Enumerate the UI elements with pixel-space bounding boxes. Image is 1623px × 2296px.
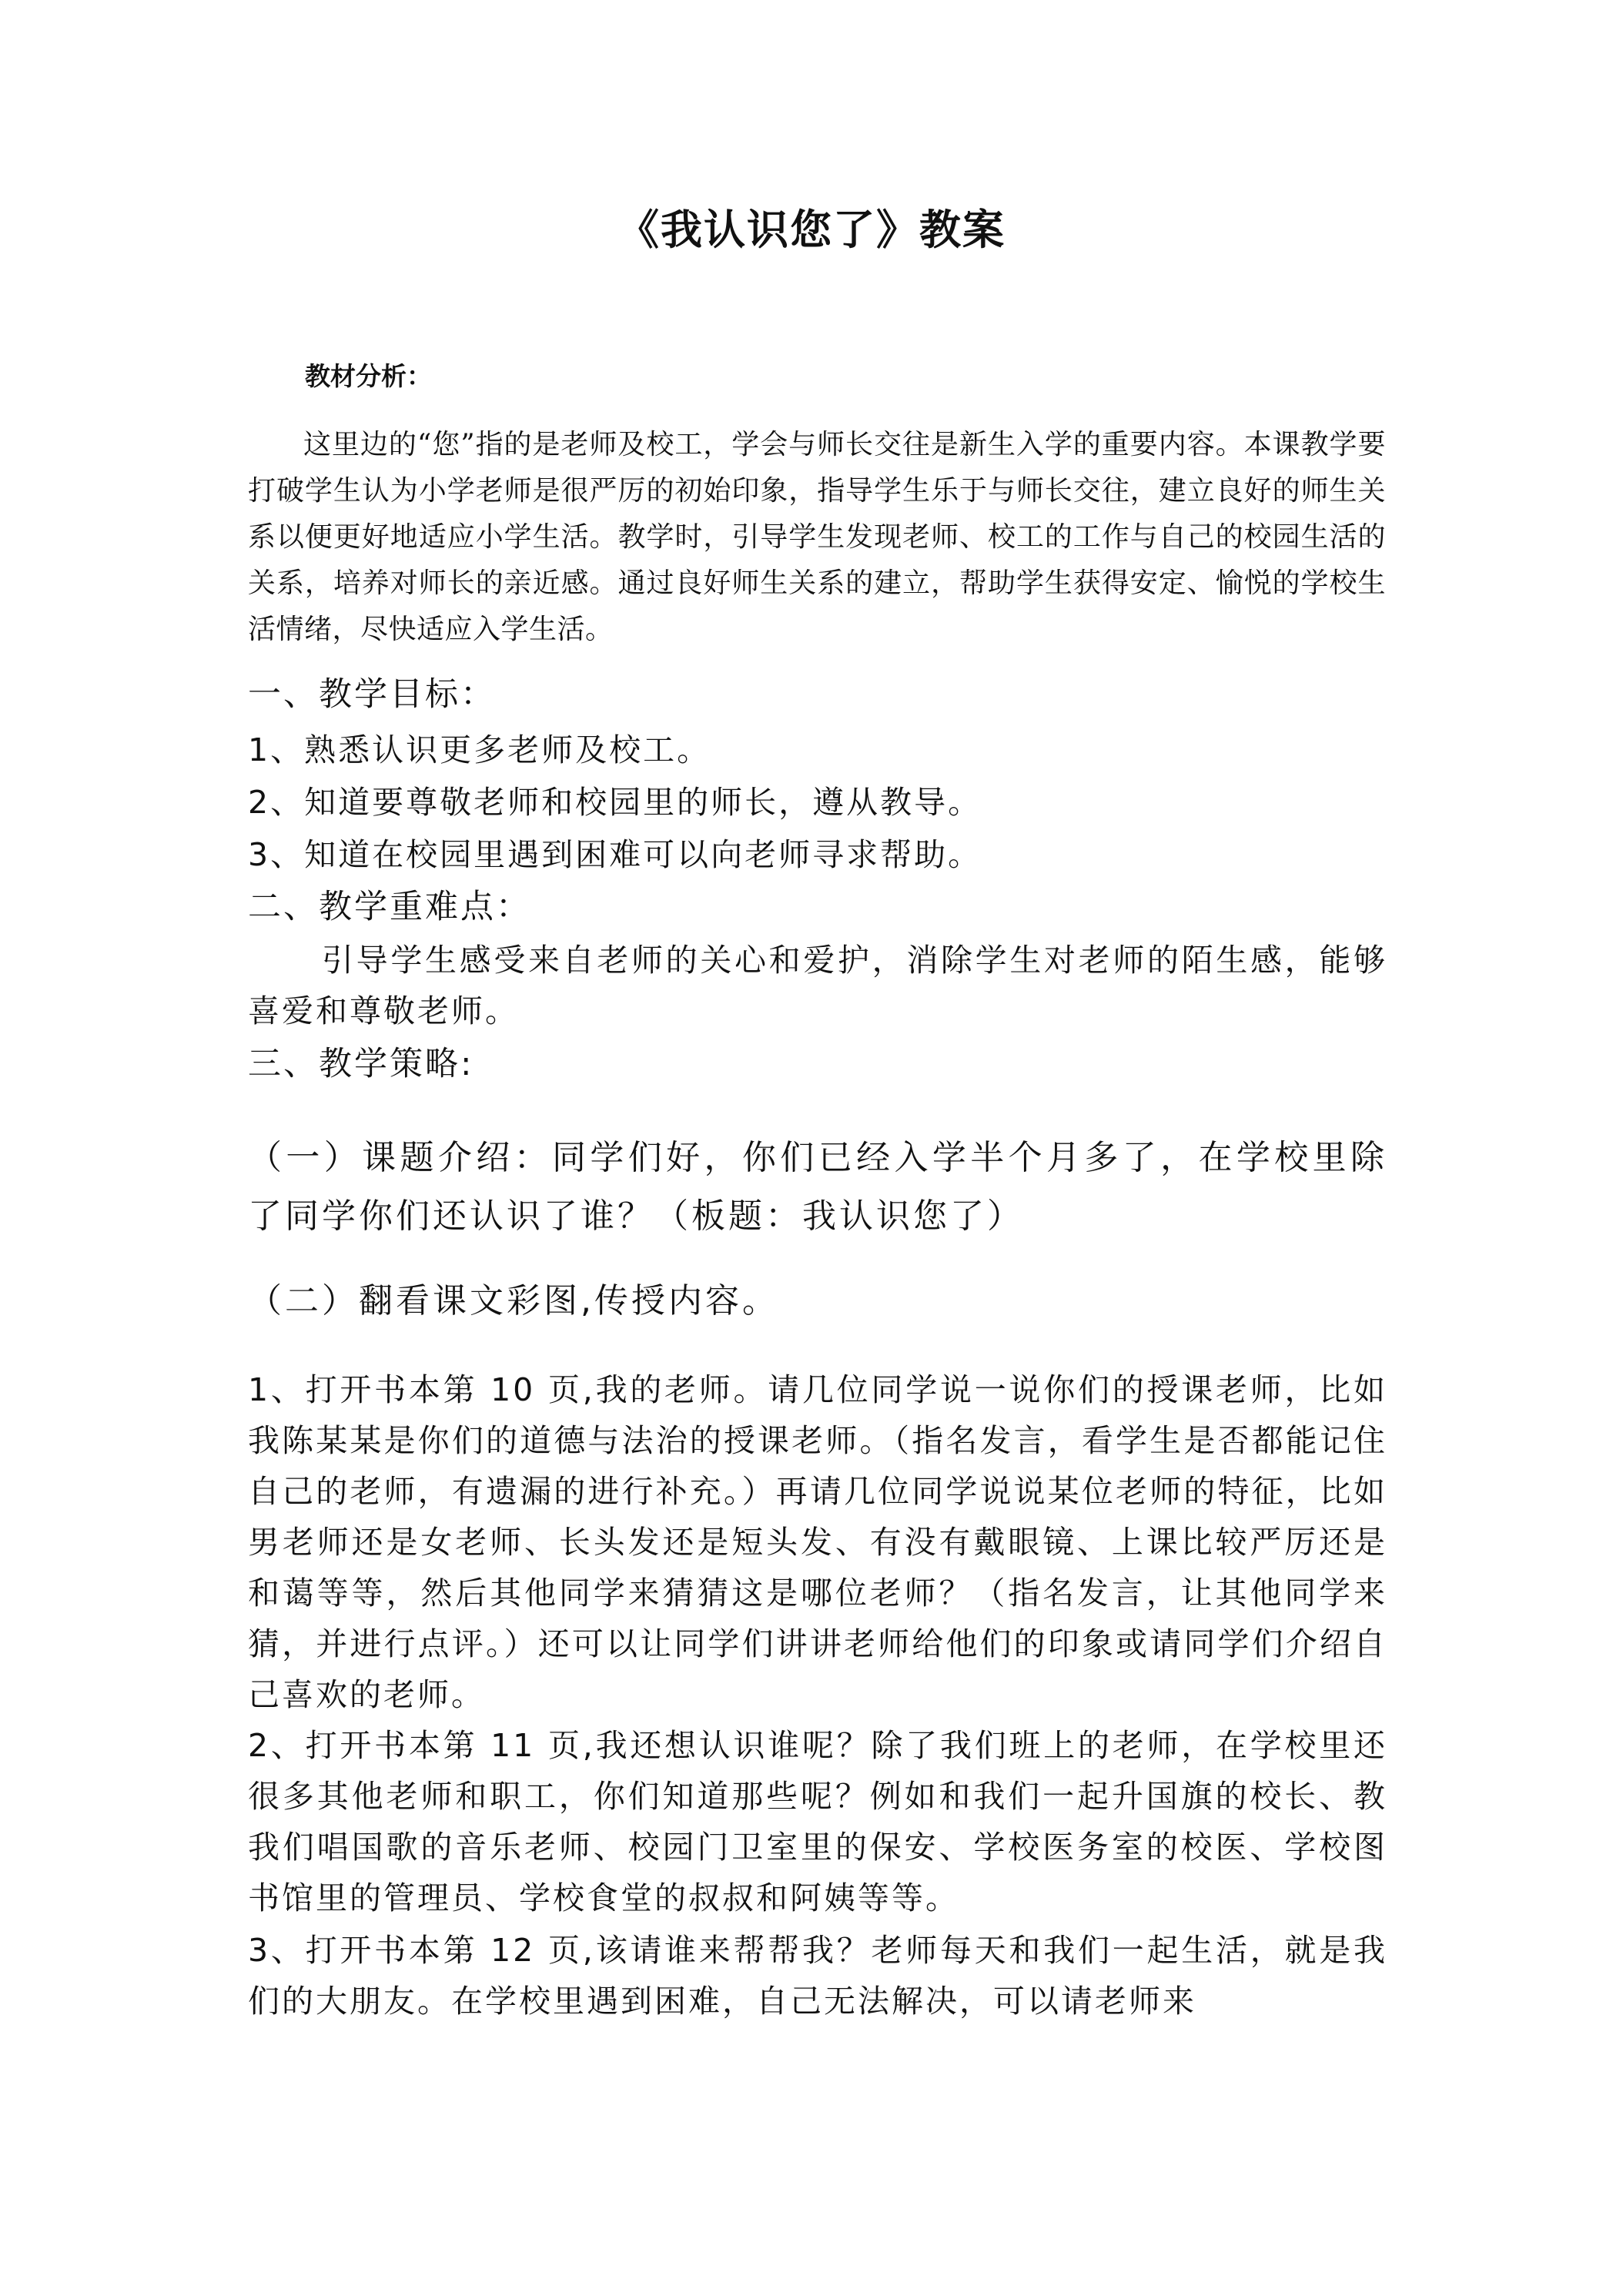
strategy-part-intro: （一）课题介绍：同学们好，你们已经入学半个月多了，在学校里除了同学你们还认识了谁？（板题：我认识您了） (248, 1138, 1387, 1236)
strategy-step: 3、打开书本第 12 页,该请谁来帮帮我？老师每天和我们一起生活，就是我们的大朋友。在学校里遇到困难，自己无法解决，可以请老师来 (248, 1932, 1387, 2020)
section-heading-objectives: 一、教学目标： (248, 675, 496, 714)
document-title: 《我认识您了》教案 (617, 205, 1006, 254)
key-points-paragraph: 引导学生感受来自老师的关心和爱护，消除学生对老师的陌生感，能够喜爱和尊敬老师。 (248, 942, 1387, 1029)
analysis-heading: 教材分析： (305, 361, 432, 391)
strategy-step: 2、打开书本第 11 页,我还想认识谁呢？除了我们班上的老师，在学校里还很多其他老师和职工，你们知道那些呢？例如和我们一起升国旗的校长、教我们唱国歌的音乐老师、校园门卫室里的保安、学校医务室的校医、学校图书馆里的管理员、学校食堂的叔叔和阿姨等等。 (248, 1727, 1387, 1916)
section-heading-key-points: 二、教学重难点： (248, 888, 531, 926)
objective-item: 3、知道在校园里遇到困难可以向老师寻求帮助。 (248, 836, 982, 873)
analysis-paragraph: 这里边的“您”指的是老师及校工，学会与师长交往是新生入学的重要内容。本课教学要打破学生认为小学老师是很严厉的初始印象，指导学生乐于与师长交往，建立良好的师生关系以便更好地适应小学生活。教学时，引导学生发现老师、校工的工作与自己的校园生活的关系，培养对师长的亲近感。通过良好师生关系的建立，帮助学生获得安定、愉悦的学校生活情绪，尽快适应入学生活。 (248, 429, 1386, 645)
objective-item: 1、熟悉认识更多老师及校工。 (248, 731, 711, 768)
objective-item: 2、知道要尊敬老师和校园里的师长，遵从教导。 (248, 784, 982, 821)
strategy-step: 1、打开书本第 10 页,我的老师。请几位同学说一说你们的授课老师，比如我陈某某是你们的道德与法治的授课老师。（指名发言，看学生是否都能记住自己的老师，有遗漏的进行补充。）再请几位同学说说某位老师的特征，比如男老师还是女老师、长头发还是短头发、有没有戴眼镜、上课比较严厉还是和蔼等等，然后其他同学来猜猜这是哪位老师？（指名发言，让其他同学来猜，并进行点评。）还可以让同学们讲讲老师给他们的印象或请同学们介绍自己喜欢的老师。 (248, 1371, 1387, 1713)
section-heading-strategy: 三、教学策略: (248, 1045, 474, 1083)
strategy-part-content: （二）翻看课文彩图,传授内容。 (248, 1281, 779, 1320)
